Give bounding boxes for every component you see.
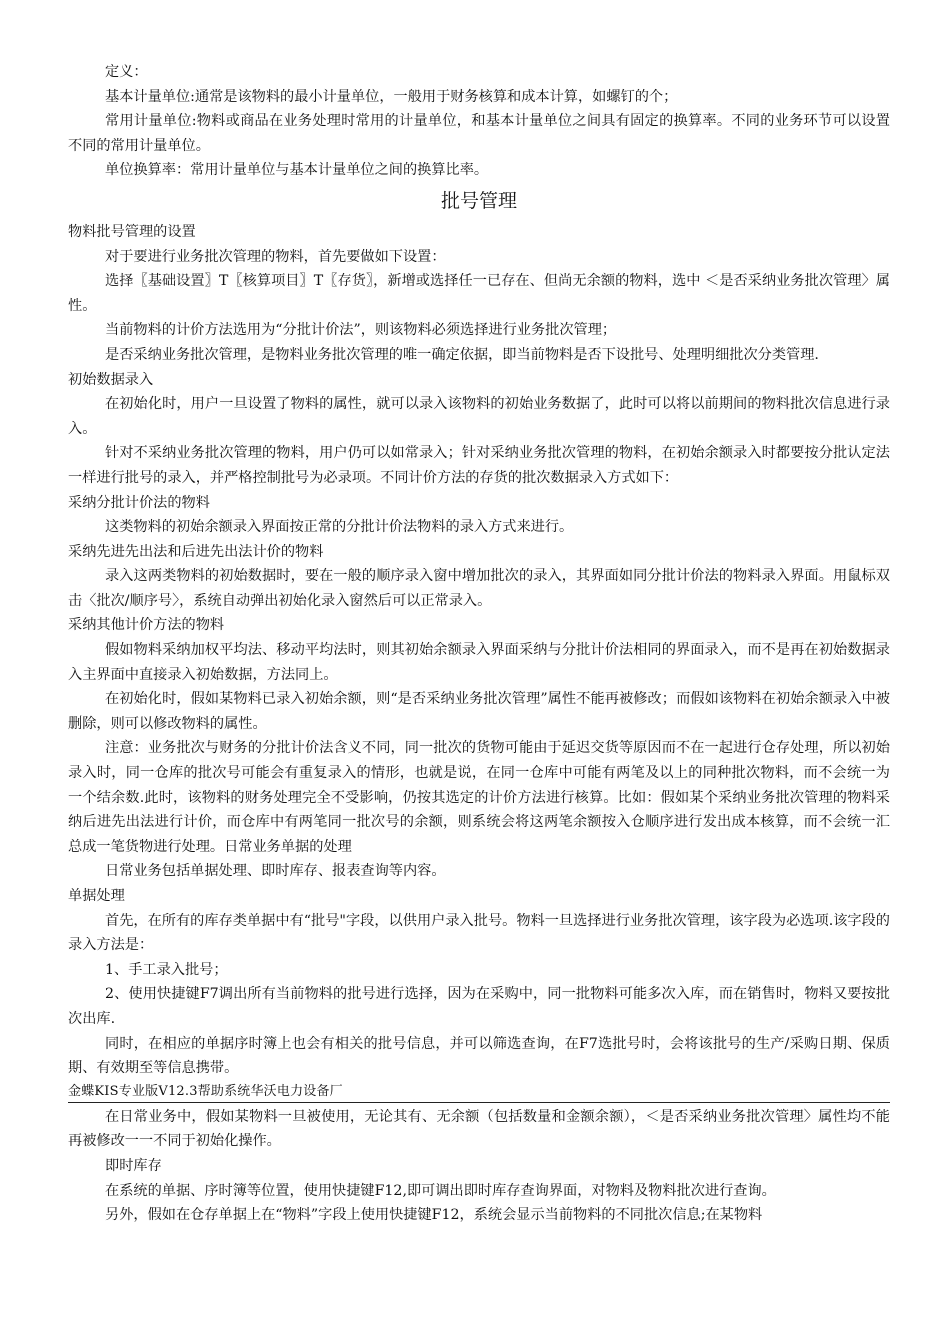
subsection-heading: 采纳其他计价方法的物料 bbox=[68, 617, 225, 634]
paragraph: 录入这两类物料的初始数据时，要在一般的顺序录入窗中增加批次的录入，其界面如同分批计价法的物料录入界面。用鼠标双击〈批次/顺序号〉，系统自动弹出初始化录入窗然后可以正常录入。 bbox=[68, 568, 890, 609]
document-page bbox=[68, 60, 890, 1228]
paragraph: 单位换算率：常用计量单位与基本计量单位之间的换算比率。 bbox=[105, 162, 489, 179]
paragraph: 日常业务包括单据处理、即时库存、报表查询等内容。 bbox=[105, 863, 446, 880]
paragraph: 首先，在所有的库存类单据中有“批号"字段，以供用户录入批号。物料一旦选择进行业务批次管理，该字段为必选项.该字段的录入方法是： bbox=[68, 912, 890, 954]
subsection-heading: 采纳先进先出法和后进先出法计价的物料 bbox=[68, 543, 324, 560]
subsection-heading: 单据处理 bbox=[68, 888, 125, 904]
page-footer: 金蝶KIS专业版V12.3帮助系统华沃电力设备厂 bbox=[68, 1082, 890, 1103]
paragraph: 假如物料采纳加权平均法、移动平均法时，则其初始余额录入界面采纳与分批计价法相同的界面录入，而不是再在初始数据录入主界面中直接录入初始数据，方法同上。 bbox=[68, 642, 890, 683]
paragraph: 在系统的单据、序时簿等位置，使用快捷键F12,即可调出即时库存查询界面，对物料及物料批次进行查询。 bbox=[105, 1182, 776, 1199]
paragraph: 常用计量单位:物料或商品在业务处理时常用的计量单位，和基本计量单位之间具有固定的换算率。不同的业务环节可以设置不同的常用计量单位。 bbox=[68, 113, 890, 154]
paragraph: 当前物料的计价方法选用为“分批计价法”，则该物料必须选择进行业务批次管理； bbox=[105, 322, 617, 339]
paragraph: 1、手工录入批号； bbox=[105, 961, 228, 978]
paragraph: 在日常业务中，假如某物料一旦被使用，无论其有、无余额（包括数量和金额余额），＜是否采纳业务批次管理〉属性均不能再被修改一一不同于初始化操作。 bbox=[68, 1108, 890, 1150]
section-title: 批号管理 bbox=[440, 189, 517, 212]
paragraph: 是否采纳业务批次管理，是物料业务批次管理的唯一确定依据，即当前物料是否下设批号、处理明细批次分类管理. bbox=[105, 346, 819, 363]
paragraph: 这类物料的初始余额录入界面按正常的分批计价法物料的录入方式来进行。 bbox=[105, 519, 574, 536]
paragraph: 针对不采纳业务批次管理的物料，用户仍可以如常录入；针对采纳业务批次管理的物料，在初始余额录入时都要按分批认定法一样进行批号的录入，并严格控制批号为必录项。不同计价方法的存货的批次数据录入方式如下： bbox=[68, 445, 890, 486]
subsection-heading: 物料批号管理的设置 bbox=[68, 223, 196, 240]
paragraph: 定义： bbox=[105, 64, 148, 80]
paragraph: 选择〖基础设置〗T〖核算项目〗T〖存货〗，新增或选择任一已存在、但尚无余额的物料，选中 ＜是否采纳业务批次管理〉属性。 bbox=[68, 273, 890, 314]
paragraph: 另外，假如在仓存单据上在“物料”字段上使用快捷键F12，系统会显示当前物料的不同批次信息;在某物料 bbox=[105, 1207, 763, 1224]
paragraph: 注意：业务批次与财务的分批计价法含义不同，同一批次的货物可能由于延迟交货等原因而不在一起进行仓存处理，所以初始录入时，同一仓库的批次号可能会有重复录入的情形，也就是说，在同一仓库中可能有两笔及以上的同种批次物料，而不会统一为一个结余数.此时，该物料的财务处理完全不受影响，仍按其选定的计价方法进行核算。比如：假如某个采纳业务批次管理的物料采纳后进先出法进行计价，而仓库中有两笔同一批次号的余额，则系统会将这两笔余额按入仓顺序进行发出成本核算，而不会统一汇总成一笔货物进行处理。日常业务单据的处理 bbox=[68, 740, 890, 855]
paragraph: 同时，在相应的单据序时簿上也会有相关的批号信息，并可以筛选查询，在F7选批号时，会将该批号的生产/采购日期、保质期、有效期至等信息携带。 bbox=[68, 1035, 890, 1077]
paragraph: 2、使用快捷键F7调出所有当前物料的批号进行选择，因为在采购中，同一批物料可能多次入库，而在销售时，物料又要按批次出库. bbox=[68, 986, 890, 1027]
subsection-heading: 初始数据录入 bbox=[68, 371, 154, 388]
paragraph: 在初始化时，用户一旦设置了物料的属性，就可以录入该物料的初始业务数据了，此时可以将以前期间的物料批次信息进行录入。 bbox=[68, 396, 890, 437]
paragraph: 在初始化时，假如某物料已录入初始余额，则“是否采纳业务批次管理”属性不能再被修改；而假如该物料在初始余额录入中被删除，则可以修改物料的属性。 bbox=[68, 691, 890, 732]
paragraph: 基本计量单位:通常是该物料的最小计量单位，一般用于财务核算和成本计算，如螺钉的个； bbox=[105, 88, 678, 105]
subsection-heading: 采纳分批计价法的物料 bbox=[68, 494, 210, 511]
paragraph: 对于要进行业务批次管理的物料，首先要做如下设置： bbox=[105, 248, 446, 265]
paragraph: 即时库存 bbox=[105, 1157, 162, 1174]
